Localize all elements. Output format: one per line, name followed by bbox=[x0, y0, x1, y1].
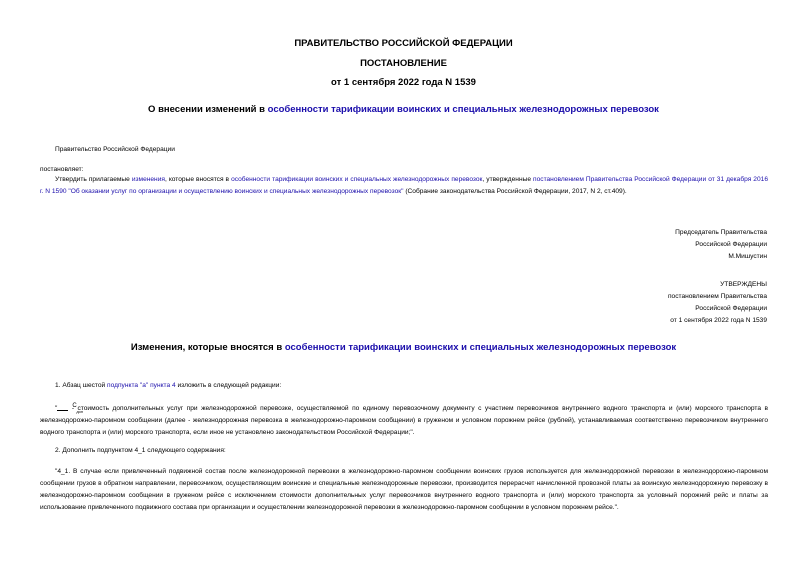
features-link[interactable]: особенности тарификации воинских и специальных железнодорожных перевозок bbox=[231, 176, 483, 183]
signature-name: М.Мишустин bbox=[728, 253, 767, 260]
title-prefix: О внесении изменений в bbox=[148, 104, 268, 115]
formula-image bbox=[57, 404, 68, 411]
approved-block bbox=[668, 279, 767, 327]
p1-text-3: , утвержденные bbox=[482, 176, 534, 183]
p1-text-2: , которые вносятся в bbox=[164, 176, 232, 183]
changes-link[interactable]: изменения bbox=[131, 176, 165, 183]
quote-2: "4_1. В случае если привлеченный подвижной состав после железнодорожной перевозки в железнодорожно-паромном сообщении воинских грузов используется для железнодорожной перевозки в железнодорожно-паромном сообщении грузов в обратном направлении, перевозчиком, осуществляющим воинские и специальные железнодорожные перевозки, производится перерасчет начисленной провозной платы за воинскую железнодорожную перевозку в железнодорожно-паромном сообщении в груженом рейсе с исключением стоимости дополнительных услуг перевозчиков внутреннего водного транспорта и (или) морского транспорта за условный порожний рейс и платы за использование привлеченного подвижного состава при организации и осуществлении железнодорожной перевозки в железнодорожно-паромном сообщении в условном порожнем рейсе.". bbox=[40, 468, 768, 511]
paragraph-approve bbox=[40, 174, 768, 198]
title-link[interactable]: особенности тарификации воинских и специальных железнодорожных перевозок bbox=[267, 104, 659, 115]
item-2: 2. Дополнить подпунктом 4_1 следующего содержания: bbox=[55, 447, 226, 454]
changes-title-link[interactable]: особенности тарификации воинских и специальных железнодорожных перевозок bbox=[284, 342, 677, 353]
item-1 bbox=[55, 380, 281, 392]
signature-block bbox=[675, 227, 767, 263]
gov-name: Правительство Российской Федерации bbox=[55, 146, 175, 153]
signature-position: Председатель Правительства bbox=[675, 229, 767, 236]
signature-country: Российской Федерации bbox=[695, 241, 767, 248]
quote1-open: " bbox=[55, 405, 58, 412]
item1-text-2: изложить в следующей редакции: bbox=[175, 382, 282, 389]
quote1-text: - стоимость дополнительных услуг при железнодорожной перевозке, осуществляемой по единому перевозочному документу с участием перевозчиков внутреннего водного транспорта и (или) морского транспорта в железнодорожно-паромном сообщении (далее - железнодорожная перевозка в железнодорожно-паромном сообщении) в груженом и условном порожнем рейсе (рублей), устанавливаемая соответственно перевозчиком внутреннего водного транспорта и (или) морского транспорта, если иное не установлено законодательством Российской Федерации;". bbox=[40, 405, 768, 436]
p1-text-1: Утвердить прилагаемые bbox=[55, 176, 132, 183]
header-government: ПРАВИТЕЛЬСТВО РОССИЙСКОЙ ФЕДЕРАЦИИ bbox=[294, 38, 513, 49]
quote-1 bbox=[40, 403, 768, 439]
approved-country: Российской Федерации bbox=[695, 305, 767, 312]
p1-text-4: (Собрание законодательства Российской Федерации, 2017, N 2, ст.409). bbox=[403, 188, 627, 195]
approved-label: УТВЕРЖДЕНЫ bbox=[720, 281, 767, 288]
decrees-text: постановляет: bbox=[40, 166, 84, 173]
approved-date: от 1 сентября 2022 года N 1539 bbox=[670, 317, 767, 324]
header-date: от 1 сентября 2022 года N 1539 bbox=[331, 77, 476, 88]
decree-1590-link[interactable]: постановлением Правительства Российской Федерации от 31 декабря 2016 г. N 1590 "Об оказании услуг по организации и осуществлению воинских и специальных железнодорожных перевозок" bbox=[40, 176, 768, 195]
document-title bbox=[0, 104, 807, 115]
subpoint-link[interactable]: подпункта "а" пункта 4 bbox=[107, 382, 176, 389]
item1-text-1: 1. Абзац шестой bbox=[55, 382, 108, 389]
changes-title bbox=[0, 342, 807, 353]
header-resolution: ПОСТАНОВЛЕНИЕ bbox=[360, 58, 447, 69]
changes-title-prefix: Изменения, которые вносятся в bbox=[130, 342, 285, 353]
approved-by: постановлением Правительства bbox=[667, 293, 767, 300]
